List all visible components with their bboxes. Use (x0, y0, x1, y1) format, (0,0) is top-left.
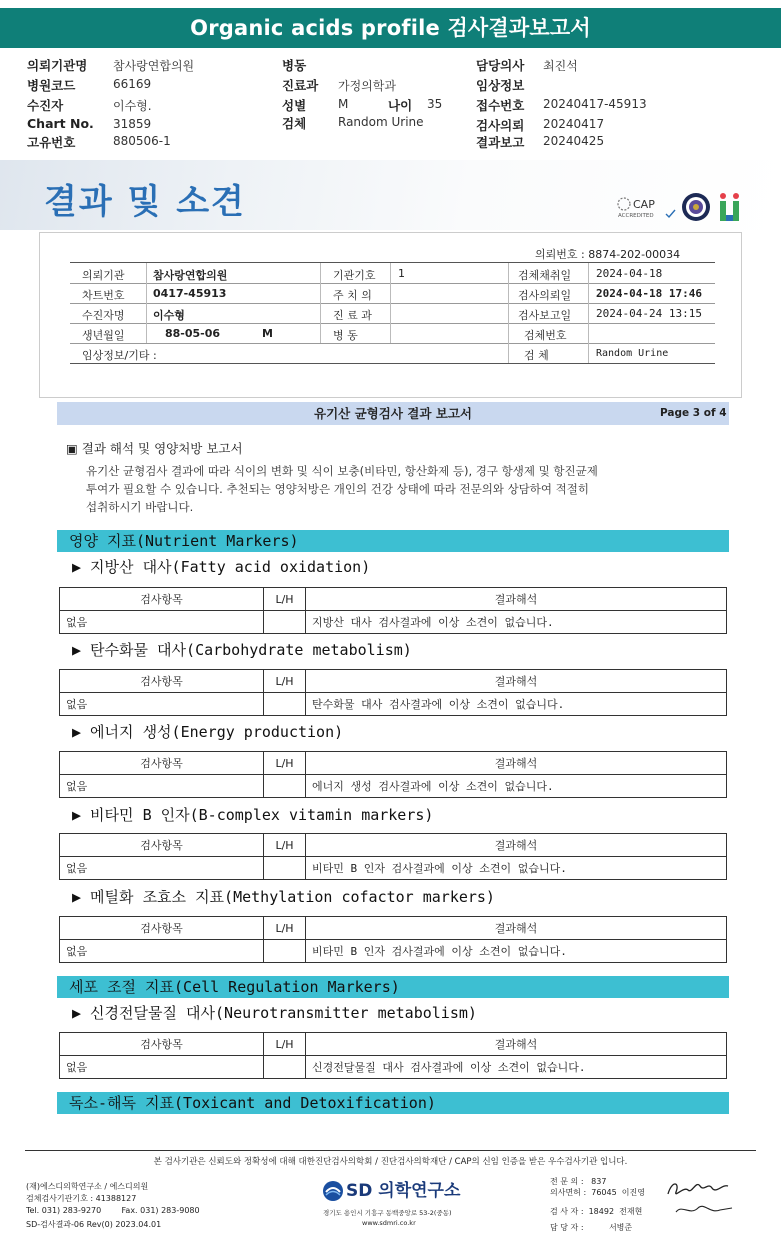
page-indicator: Page 3 of 4 (660, 407, 727, 419)
col-header: 결과해석 (306, 752, 727, 775)
col-header: 결과해석 (306, 588, 727, 611)
result-lh (264, 1056, 306, 1079)
col-header: 검사항목 (60, 752, 264, 775)
col-header: 검사항목 (60, 670, 264, 693)
result-lh (264, 857, 306, 880)
result-item: 없음 (60, 775, 264, 798)
detail-label: 병 동 (333, 329, 358, 342)
result-text: 에너지 생성 검사결과에 이상 소견이 없습니다. (306, 775, 727, 798)
detail-line (70, 343, 715, 344)
result-text: 지방산 대사 검사결과에 이상 소견이 없습니다. (306, 611, 727, 634)
age-value: 35 (427, 97, 443, 111)
detail-value: 참사랑연합의원 (153, 269, 228, 282)
result-lh (264, 940, 306, 963)
chart-label: Chart No. (27, 116, 94, 131)
detail-value: 이수형 (153, 309, 185, 322)
cap-logo (616, 194, 676, 220)
svg-text:ACCREDITED: ACCREDITED (618, 213, 654, 219)
section-title: ▶ 신경전달물질 대사(Neurotransmitter metabolism) (72, 1004, 477, 1022)
result-text: 신경전달물질 대사 검사결과에 이상 소견이 없습니다. (306, 1056, 727, 1079)
col-header: L/H (264, 917, 306, 940)
receipt-label: 접수번호 (476, 98, 525, 113)
result-table (59, 1032, 727, 1079)
license-line: 의사면허 : 76045 이진영 (550, 1188, 645, 1197)
col-header: L/H (264, 752, 306, 775)
footer-address: 경기도 용인시 기흥구 동백중앙로 53-2(중동) (323, 1209, 452, 1217)
report-header: Organic acids profile 검사결과보고서 (0, 8, 781, 48)
footer-org-no: 검체검사기관기호 : 41388127 (26, 1194, 137, 1203)
foundation-logo-icon (716, 191, 744, 223)
ward-label: 병동 (282, 58, 307, 73)
detail-value: 2024-04-24 13:15 (596, 307, 702, 320)
specimen-value: Random Urine (338, 115, 424, 129)
result-table (59, 916, 727, 963)
detail-label: 진 료 과 (333, 309, 372, 322)
section-title: ▶ 메틸화 조효소 지표(Methylation cofactor markers) (72, 888, 495, 906)
result-item: 없음 (60, 693, 264, 716)
specialist-line: 전 문 의 : 837 (550, 1177, 607, 1186)
detail-sex: M (262, 327, 273, 340)
code-label: 병원코드 (27, 78, 76, 93)
detail-specimen: Random Urine (596, 348, 669, 359)
detail-line (70, 262, 715, 263)
col-header: L/H (264, 670, 306, 693)
section-title: ▶ 지방산 대사(Fatty acid oxidation) (72, 558, 371, 576)
specimen-label: 검체 (282, 116, 307, 131)
society-seal-icon (681, 192, 711, 222)
patient-value: 이수형. (113, 99, 152, 113)
interp-line: 섭취하시기 바랍니다. (86, 500, 194, 514)
hospital-label: 의뢰기관명 (27, 58, 88, 73)
detail-line (70, 283, 715, 284)
detail-vline (588, 263, 589, 363)
request-label: 검사의뢰 (476, 118, 525, 133)
signature-icon (662, 1172, 742, 1224)
request-value: 20240417 (543, 117, 605, 131)
dept-label: 진료과 (282, 78, 319, 93)
result-item: 없음 (60, 857, 264, 880)
result-item: 없음 (60, 611, 264, 634)
uid-label: 고유번호 (27, 135, 76, 150)
result-lh (264, 611, 306, 634)
cell-regulation-title: 세포 조절 지표(Cell Regulation Markers) (57, 976, 729, 998)
result-table (59, 751, 727, 798)
detail-label: 수진자명 (82, 309, 125, 322)
detail-value: 0417-45913 (153, 287, 227, 300)
detail-line (70, 303, 715, 304)
result-table (59, 587, 727, 634)
detail-label: 검사의뢰일 (518, 289, 572, 302)
detail-value: 2024-04-18 17:46 (596, 287, 702, 300)
patient-label: 수진자 (27, 98, 64, 113)
col-header: L/H (264, 588, 306, 611)
age-label: 나이 (388, 98, 413, 113)
detail-label: 의뢰기관 (82, 269, 125, 282)
doctor-value: 최진석 (543, 59, 578, 73)
sd-brand: SD 의학연구소 (346, 1181, 461, 1201)
col-header: 검사항목 (60, 1033, 264, 1056)
footer-divider (25, 1150, 756, 1151)
footer-web: www.sdmri.co.kr (362, 1219, 416, 1227)
col-header: 검사항목 (60, 917, 264, 940)
detail-vline (390, 263, 391, 343)
detail-vline (146, 263, 147, 343)
detail-label: 검사보고일 (518, 309, 572, 322)
receipt-value: 20240417-45913 (543, 97, 647, 111)
detail-line (70, 323, 715, 324)
toxicant-title: 독소-해독 지표(Toxicant and Detoxification) (57, 1092, 729, 1114)
detail-label: 차트번호 (82, 289, 125, 302)
col-header: 검사항목 (60, 834, 264, 857)
doctor-label: 담당의사 (476, 58, 525, 73)
result-text: 탄수화물 대사 검사결과에 이상 소견이 없습니다. (306, 693, 727, 716)
result-item: 없음 (60, 940, 264, 963)
result-text: 비타민 B 인자 검사결과에 이상 소견이 없습니다. (306, 940, 727, 963)
certification-note: 본 검사기관은 신뢰도와 정확성에 대해 대한진단검사의학회 / 진단검사의학재단 / CAP의 신임 인증을 받은 우수검사기관 입니다. (153, 1157, 628, 1167)
col-header: L/H (264, 834, 306, 857)
result-item: 없음 (60, 1056, 264, 1079)
code-value: 66169 (113, 77, 152, 91)
footer-tel: Tel. 031) 283-9270 Fax. 031) 283-9080 (26, 1206, 200, 1215)
col-header: L/H (264, 1033, 306, 1056)
results-heading: 결과 및 소견 (44, 182, 246, 222)
detail-specimen-label: 검 체 (524, 349, 549, 362)
footer-org: (재)에스디의학연구소 / 에스디의원 (26, 1182, 149, 1191)
interp-line: 투여가 필요할 수 있습니다. 추천되는 영양처방은 개인의 건강 상태에 따라 전문의와 상담하여 적절히 (86, 482, 589, 496)
footer-doc-code: SD-검사결과-06 Rev(0) 2023.04.01 (26, 1220, 162, 1229)
col-header: 검사항목 (60, 588, 264, 611)
detail-label: 기관기호 (333, 269, 376, 282)
sex-label: 성별 (282, 98, 307, 113)
detail-label: 검체번호 (524, 329, 567, 342)
report-title: 유기산 균형검사 결과 보고서 (57, 402, 729, 425)
detail-label: 주 치 의 (333, 289, 372, 302)
section-title: ▶ 비타민 B 인자(B-complex vitamin markers) (72, 806, 434, 824)
interp-heading: ▣ 결과 해석 및 영양처방 보고서 (66, 441, 243, 456)
report-date-label: 결과보고 (476, 135, 525, 150)
detail-label: 검체채취일 (518, 269, 572, 282)
detail-value: 88-05-06 (165, 327, 221, 340)
svg-text:CAP: CAP (633, 198, 655, 211)
section-title: ▶ 탄수화물 대사(Carbohydrate metabolism) (72, 641, 412, 659)
result-table (59, 669, 727, 716)
chart-value: 31859 (113, 117, 152, 131)
detail-label: 생년월일 (82, 329, 125, 342)
result-text: 비타민 B 인자 검사결과에 이상 소견이 없습니다. (306, 857, 727, 880)
section-title: ▶ 에너지 생성(Energy production) (72, 723, 344, 741)
hospital-value: 참사랑연합의원 (113, 59, 195, 73)
detail-vline (320, 263, 321, 343)
uid-value: 880506-1 (113, 134, 171, 148)
nutrient-markers-title: 영양 지표(Nutrient Markers) (57, 530, 729, 552)
interp-line: 유기산 균형검사 결과에 따라 식이의 변화 및 식이 보충(비타민, 항산화제 등), 경구 항생제 및 항진균제 (86, 464, 598, 478)
detail-vline (508, 263, 509, 363)
detail-value: 2024-04-18 (596, 267, 663, 280)
col-header: 결과해석 (306, 834, 727, 857)
col-header: 결과해석 (306, 670, 727, 693)
col-header: 결과해석 (306, 1033, 727, 1056)
dept-value: 가정의학과 (338, 79, 396, 93)
sd-logo-icon (322, 1180, 344, 1202)
clinical-label: 임상정보 (476, 78, 525, 93)
report-date-value: 20240425 (543, 134, 605, 148)
clinical-info: 임상정보/기타 : (82, 349, 157, 362)
result-table (59, 833, 727, 880)
result-lh (264, 693, 306, 716)
detail-line (70, 363, 715, 364)
detail-value: 1 (398, 267, 405, 280)
request-number: 의뢰번호 : 8874-202-00034 (535, 248, 681, 261)
result-lh (264, 775, 306, 798)
tester-line: 검 사 자 : 18492 전재현 (550, 1207, 643, 1216)
staff-line: 담 당 자 : 서병준 (550, 1223, 633, 1232)
sex-value: M (338, 97, 349, 111)
col-header: 결과해석 (306, 917, 727, 940)
